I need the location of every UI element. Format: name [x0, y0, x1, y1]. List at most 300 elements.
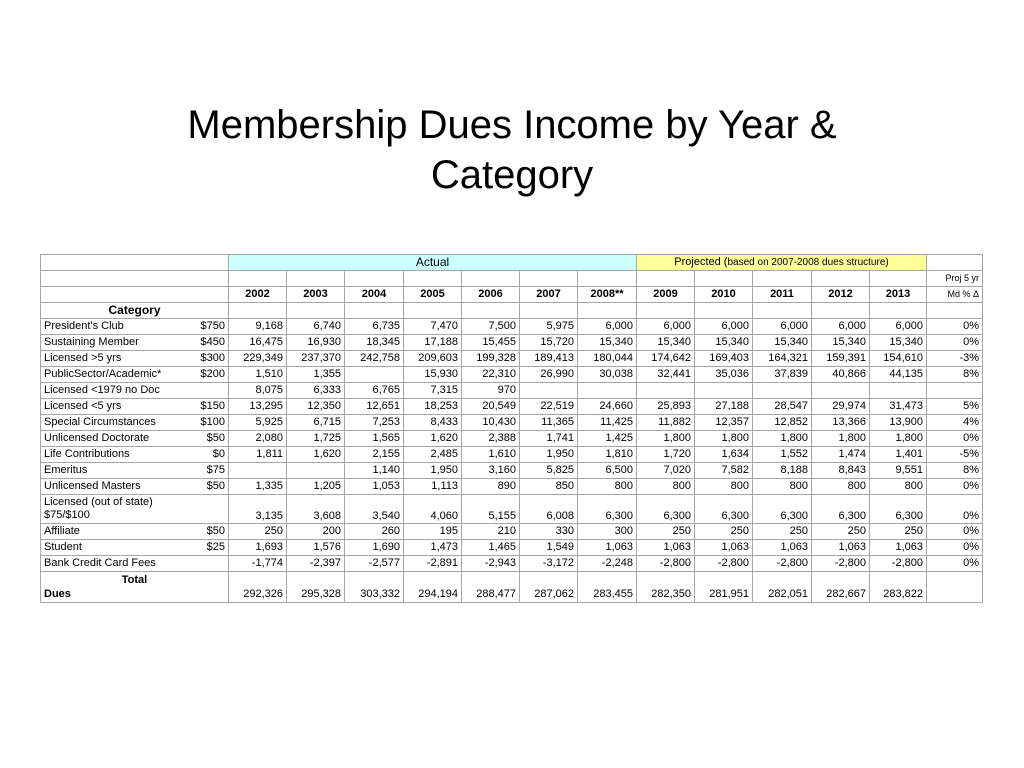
value-cell: 189,413 [520, 351, 578, 367]
category-price: $750 [200, 320, 225, 332]
value-cell: 6,300 [637, 495, 695, 524]
value-cell: 174,642 [637, 351, 695, 367]
value-cell: 1,063 [753, 540, 812, 556]
value-cell: 300 [578, 524, 637, 540]
category-cell [41, 415, 229, 431]
value-cell: 35,036 [695, 367, 753, 383]
value-cell [637, 383, 695, 399]
category-price: $50 [206, 525, 225, 537]
year-header: 2010 [695, 287, 753, 303]
blank-cell [287, 271, 345, 287]
year-header: 2003 [287, 287, 345, 303]
value-cell: 10,430 [462, 415, 520, 431]
value-cell: 1,725 [287, 431, 345, 447]
value-cell: 169,403 [695, 351, 753, 367]
total-value-cell: 281,951 [695, 572, 753, 603]
blank-cell [520, 303, 578, 319]
year-header-row [41, 287, 983, 303]
category-name: Licensed <5 yrs [44, 400, 122, 412]
value-cell: 6,000 [812, 319, 870, 335]
value-cell: 330 [520, 524, 578, 540]
value-cell: 1,425 [578, 431, 637, 447]
value-cell: 7,253 [345, 415, 404, 431]
total-value-cell: 303,332 [345, 572, 404, 603]
table-row [41, 399, 983, 415]
value-cell [578, 383, 637, 399]
value-cell: -1,774 [229, 556, 287, 572]
value-cell: 199,328 [462, 351, 520, 367]
year-header: 2005 [404, 287, 462, 303]
category-name: Unlicensed Doctorate [44, 432, 150, 444]
pct-change-cell: 0% [927, 335, 983, 351]
value-cell: -2,577 [345, 556, 404, 572]
value-cell: 15,340 [637, 335, 695, 351]
category-cell [41, 399, 229, 415]
category-cell [41, 524, 229, 540]
value-cell: 15,340 [578, 335, 637, 351]
table-row [41, 447, 983, 463]
category-name: President's Club [44, 320, 124, 332]
value-cell: 1,620 [287, 447, 345, 463]
category-cell [41, 351, 229, 367]
value-cell: 7,470 [404, 319, 462, 335]
blank-cell [229, 271, 287, 287]
year-header: 2011 [753, 287, 812, 303]
value-cell [287, 463, 345, 479]
value-cell: 15,930 [404, 367, 462, 383]
year-header: 2006 [462, 287, 520, 303]
value-cell: 4,060 [404, 495, 462, 524]
value-cell: 6,000 [753, 319, 812, 335]
value-cell: 29,974 [812, 399, 870, 415]
value-cell: 6,000 [870, 319, 927, 335]
value-cell: 15,340 [812, 335, 870, 351]
blank-cell [637, 303, 695, 319]
value-cell: 1,335 [229, 479, 287, 495]
category-price: $200 [200, 368, 225, 380]
value-cell: 15,720 [520, 335, 578, 351]
value-cell: 1,401 [870, 447, 927, 463]
value-cell [695, 383, 753, 399]
category-name: PublicSector/Academic* [44, 368, 162, 380]
proj-md-pct-label: Md % Δ [927, 287, 983, 303]
slide-title-line-2: Category [430, 153, 594, 197]
value-cell: -2,891 [404, 556, 462, 572]
value-cell: 7,500 [462, 319, 520, 335]
slide-title [0, 100, 1024, 200]
total-value-cell: 294,194 [404, 572, 462, 603]
value-cell: 1,063 [637, 540, 695, 556]
value-cell: 11,882 [637, 415, 695, 431]
year-header: 2007 [520, 287, 578, 303]
value-cell: 209,603 [404, 351, 462, 367]
value-cell: 8,075 [229, 383, 287, 399]
total-value-cell: 292,326 [229, 572, 287, 603]
value-cell: 2,155 [345, 447, 404, 463]
value-cell: 30,038 [578, 367, 637, 383]
value-cell: 250 [870, 524, 927, 540]
value-cell: 1,800 [812, 431, 870, 447]
category-price: $75/$100 [44, 509, 90, 521]
value-cell: 3,540 [345, 495, 404, 524]
blank-cell [753, 303, 812, 319]
pct-change-cell: 0% [927, 319, 983, 335]
value-cell: 1,811 [229, 447, 287, 463]
total-value-cell: 283,822 [870, 572, 927, 603]
value-cell: 37,839 [753, 367, 812, 383]
value-cell: 260 [345, 524, 404, 540]
value-cell: 1,053 [345, 479, 404, 495]
value-cell: 1,140 [345, 463, 404, 479]
category-name: Student [44, 541, 82, 553]
total-pct-cell [927, 572, 983, 603]
blank-cell [753, 271, 812, 287]
value-cell: 250 [753, 524, 812, 540]
year-header: 2012 [812, 287, 870, 303]
value-cell: 44,135 [870, 367, 927, 383]
year-header: 2013 [870, 287, 927, 303]
value-cell: 6,000 [695, 319, 753, 335]
blank-cell [578, 303, 637, 319]
blank-cell [41, 255, 229, 271]
value-cell: 1,113 [404, 479, 462, 495]
value-cell: 6,740 [287, 319, 345, 335]
blank-cell [927, 255, 983, 271]
value-cell: 22,519 [520, 399, 578, 415]
value-cell: 3,608 [287, 495, 345, 524]
year-header: 2002 [229, 287, 287, 303]
blank-cell [462, 271, 520, 287]
value-cell: 195 [404, 524, 462, 540]
total-value-cell: 295,328 [287, 572, 345, 603]
value-cell: 6,300 [695, 495, 753, 524]
category-price: $300 [200, 352, 225, 364]
pct-change-cell: 0% [927, 524, 983, 540]
category-cell [41, 447, 229, 463]
category-price: $0 [212, 448, 225, 460]
table-row [41, 415, 983, 431]
value-cell [229, 463, 287, 479]
category-price: $150 [200, 400, 225, 412]
category-name: Life Contributions [44, 448, 130, 460]
category-header-row [41, 303, 983, 319]
value-cell: 250 [695, 524, 753, 540]
value-cell: 6,300 [812, 495, 870, 524]
value-cell: -3,172 [520, 556, 578, 572]
dues-label: Dues [44, 588, 71, 600]
value-cell: 6,765 [345, 383, 404, 399]
value-cell: 28,547 [753, 399, 812, 415]
dues-table [40, 254, 983, 603]
value-cell: 1,800 [870, 431, 927, 447]
value-cell: 8,433 [404, 415, 462, 431]
value-cell: 1,510 [229, 367, 287, 383]
category-name: Special Circumstances [44, 416, 156, 428]
table-row [41, 319, 983, 335]
blank-cell [927, 303, 983, 319]
value-cell: 6,008 [520, 495, 578, 524]
total-label-cell [41, 572, 229, 603]
value-cell: 1,063 [812, 540, 870, 556]
blank-cell [870, 303, 927, 319]
value-cell: 24,660 [578, 399, 637, 415]
value-cell: 16,930 [287, 335, 345, 351]
value-cell: 6,333 [287, 383, 345, 399]
value-cell: 9,168 [229, 319, 287, 335]
value-cell: 210 [462, 524, 520, 540]
value-cell: 180,044 [578, 351, 637, 367]
value-cell: 1,552 [753, 447, 812, 463]
value-cell: 1,473 [404, 540, 462, 556]
value-cell: 31,473 [870, 399, 927, 415]
value-cell: 1,720 [637, 447, 695, 463]
value-cell: 9,551 [870, 463, 927, 479]
value-cell: 250 [229, 524, 287, 540]
value-cell: 25,893 [637, 399, 695, 415]
value-cell: 800 [637, 479, 695, 495]
blank-cell [404, 303, 462, 319]
total-row [41, 572, 983, 603]
value-cell: 15,340 [753, 335, 812, 351]
table-row [41, 335, 983, 351]
value-cell: 15,455 [462, 335, 520, 351]
total-value-cell: 282,051 [753, 572, 812, 603]
category-cell [41, 383, 229, 399]
value-cell: 7,020 [637, 463, 695, 479]
value-cell: 7,315 [404, 383, 462, 399]
category-cell [41, 367, 229, 383]
year-header: 2008** [578, 287, 637, 303]
value-cell: 3,135 [229, 495, 287, 524]
category-price: $50 [206, 432, 225, 444]
year-header: 2004 [345, 287, 404, 303]
blank-cell [345, 303, 404, 319]
value-cell: 12,651 [345, 399, 404, 415]
slide-title-line-1: Membership Dues Income by Year & [187, 103, 837, 147]
value-cell: 1,610 [462, 447, 520, 463]
value-cell: 6,000 [637, 319, 695, 335]
value-cell: -2,397 [287, 556, 345, 572]
category-price: $450 [200, 336, 225, 348]
category-cell [41, 463, 229, 479]
value-cell: 32,441 [637, 367, 695, 383]
value-cell: 6,000 [578, 319, 637, 335]
value-cell: 1,950 [520, 447, 578, 463]
value-cell: 1,693 [229, 540, 287, 556]
value-cell: 970 [462, 383, 520, 399]
value-cell: 6,715 [287, 415, 345, 431]
pct-change-cell: 4% [927, 415, 983, 431]
value-cell [870, 383, 927, 399]
value-cell: 40,866 [812, 367, 870, 383]
value-cell: 1,565 [345, 431, 404, 447]
value-cell: 1,800 [753, 431, 812, 447]
value-cell: -2,800 [695, 556, 753, 572]
category-header: Category [41, 303, 229, 319]
pct-change-cell: -5% [927, 447, 983, 463]
value-cell: 250 [637, 524, 695, 540]
projected-group-header [637, 255, 927, 271]
category-cell [41, 431, 229, 447]
total-label: Total [121, 574, 148, 586]
value-cell: 20,549 [462, 399, 520, 415]
pct-change-cell: 8% [927, 463, 983, 479]
value-cell: 13,295 [229, 399, 287, 415]
category-cell [41, 495, 229, 524]
blank-cell [462, 303, 520, 319]
year-header: 2009 [637, 287, 695, 303]
value-cell: 229,349 [229, 351, 287, 367]
value-cell: 164,321 [753, 351, 812, 367]
category-price: $25 [206, 541, 225, 553]
total-value-cell: 282,350 [637, 572, 695, 603]
value-cell: 18,345 [345, 335, 404, 351]
subheader-row [41, 271, 983, 287]
value-cell [520, 383, 578, 399]
value-cell: 5,975 [520, 319, 578, 335]
value-cell: 1,063 [870, 540, 927, 556]
total-value-cell: 288,477 [462, 572, 520, 603]
value-cell: 159,391 [812, 351, 870, 367]
value-cell: 1,810 [578, 447, 637, 463]
category-price: $75 [206, 464, 225, 476]
value-cell: 6,300 [753, 495, 812, 524]
value-cell: 6,735 [345, 319, 404, 335]
value-cell: 8,843 [812, 463, 870, 479]
value-cell: 800 [870, 479, 927, 495]
table-row [41, 351, 983, 367]
value-cell: 1,634 [695, 447, 753, 463]
value-cell: 1,355 [287, 367, 345, 383]
proj-5yr-label: Proj 5 yr [927, 271, 983, 287]
value-cell: 2,485 [404, 447, 462, 463]
value-cell: 5,155 [462, 495, 520, 524]
dues-table-container [40, 254, 983, 603]
value-cell: 242,758 [345, 351, 404, 367]
value-cell: 800 [578, 479, 637, 495]
pct-change-cell [927, 383, 983, 399]
group-header-row [41, 255, 983, 271]
value-cell: 237,370 [287, 351, 345, 367]
pct-change-cell: 0% [927, 479, 983, 495]
table-row [41, 431, 983, 447]
category-name: Unlicensed Masters [44, 480, 141, 492]
blank-cell [41, 271, 229, 287]
category-name: Licensed <1979 no Doc [44, 384, 160, 396]
table-row [41, 367, 983, 383]
value-cell: 2,388 [462, 431, 520, 447]
value-cell: 15,340 [695, 335, 753, 351]
blank-cell [695, 271, 753, 287]
value-cell: 1,474 [812, 447, 870, 463]
value-cell: 250 [812, 524, 870, 540]
value-cell: 3,160 [462, 463, 520, 479]
category-price: $100 [200, 416, 225, 428]
value-cell: 7,582 [695, 463, 753, 479]
category-cell [41, 319, 229, 335]
table-row [41, 495, 983, 524]
category-cell [41, 556, 229, 572]
table-row [41, 463, 983, 479]
value-cell: -2,800 [870, 556, 927, 572]
value-cell: 16,475 [229, 335, 287, 351]
table-row [41, 556, 983, 572]
category-name: Sustaining Member [44, 336, 139, 348]
value-cell: 2,080 [229, 431, 287, 447]
total-value-cell: 282,667 [812, 572, 870, 603]
value-cell: 17,188 [404, 335, 462, 351]
value-cell: 890 [462, 479, 520, 495]
category-name: Licensed >5 yrs [44, 352, 122, 364]
value-cell: 1,950 [404, 463, 462, 479]
value-cell: 12,357 [695, 415, 753, 431]
value-cell: 5,825 [520, 463, 578, 479]
value-cell: 1,690 [345, 540, 404, 556]
blank-cell [41, 287, 229, 303]
value-cell: -2,800 [812, 556, 870, 572]
projected-label: Projected ( [674, 256, 728, 268]
blank-cell [870, 271, 927, 287]
value-cell: 800 [812, 479, 870, 495]
value-cell: 154,610 [870, 351, 927, 367]
table-row [41, 524, 983, 540]
value-cell: 1,465 [462, 540, 520, 556]
table-row [41, 540, 983, 556]
value-cell: -2,800 [637, 556, 695, 572]
blank-cell [812, 303, 870, 319]
value-cell [753, 383, 812, 399]
value-cell [345, 367, 404, 383]
category-price: $50 [206, 480, 225, 492]
value-cell: 1,576 [287, 540, 345, 556]
value-cell: 15,340 [870, 335, 927, 351]
value-cell: 13,900 [870, 415, 927, 431]
pct-change-cell: 0% [927, 495, 983, 524]
pct-change-cell: 0% [927, 431, 983, 447]
value-cell: 200 [287, 524, 345, 540]
value-cell: 11,425 [578, 415, 637, 431]
blank-cell [637, 271, 695, 287]
value-cell: 1,063 [578, 540, 637, 556]
category-name: Affiliate [44, 525, 80, 537]
category-cell [41, 540, 229, 556]
value-cell: 1,620 [404, 431, 462, 447]
value-cell: 5,925 [229, 415, 287, 431]
value-cell: -2,248 [578, 556, 637, 572]
blank-cell [287, 303, 345, 319]
value-cell: 12,350 [287, 399, 345, 415]
table-row [41, 383, 983, 399]
value-cell: -2,943 [462, 556, 520, 572]
pct-change-cell: -3% [927, 351, 983, 367]
blank-cell [404, 271, 462, 287]
blank-cell [345, 271, 404, 287]
pct-change-cell: 0% [927, 540, 983, 556]
value-cell: -2,800 [753, 556, 812, 572]
blank-cell [229, 303, 287, 319]
value-cell: 26,990 [520, 367, 578, 383]
value-cell: 6,300 [578, 495, 637, 524]
pct-change-cell: 8% [927, 367, 983, 383]
value-cell: 6,300 [870, 495, 927, 524]
total-value-cell: 283,455 [578, 572, 637, 603]
blank-cell [578, 271, 637, 287]
value-cell: 850 [520, 479, 578, 495]
blank-cell [812, 271, 870, 287]
pct-change-cell: 5% [927, 399, 983, 415]
category-name: Bank Credit Card Fees [44, 557, 156, 569]
value-cell: 13,366 [812, 415, 870, 431]
